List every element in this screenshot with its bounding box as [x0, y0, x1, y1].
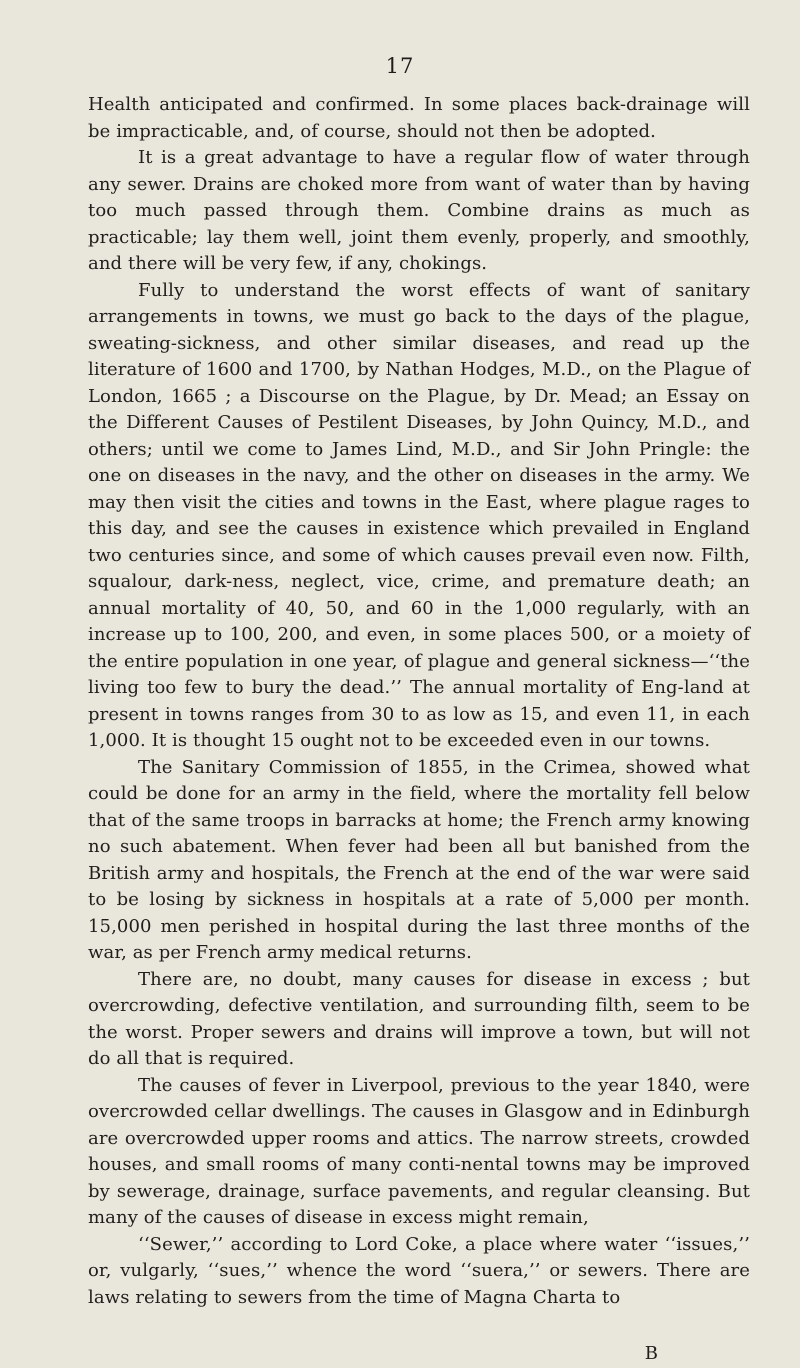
signature-mark: B — [644, 1343, 658, 1364]
paragraph-water-flow: It is a great advantage to have a regular flow of water through any sewer. Drains are choked more from want of water than by having too much passed through them. Combine drains as much as practicable; lay them well, joint them evenly, properly, and smoothly, and there will be very few, if any, chokings. — [88, 147, 750, 274]
paragraph-sanitary-commission: The Sanitary Commission of 1855, in the Crimea, showed what could be done for an army in the field, where the mortality fell below that of the same troops in barracks at home; the French army knowing no such abatement. When fever had been all but banished from the British army and hospitals, the French at the end of the war were said to be losing by sickness in hospitals at a rate of 5,000 per month. 15,000 men perished in hospital during the last three months of the war, as per French army medical returns. — [88, 756, 750, 963]
paragraph-continuation: Health anticipated and confirmed. In some places back-drainage will be impracticable, and, of course, should not then be adopted. — [88, 94, 750, 142]
page-number: 17 — [385, 54, 415, 78]
paragraph-plague-history: Fully to understand the worst effects of want of sanitary arrangements in towns, we must go back to the days of the plague, sweating-sickness, and other similar diseases, and read up the literature of 1600 and 1700, by Nathan Hodges, M.D., on the Plague of London, 1665 ; a Discourse on the Plague, by Dr. Mead; an Essay on the Different Causes of Pestilent Diseases, by John Quincy, M.D., and others; until we come to James Lind, M.D., and Sir John Pringle: the one on diseases in the navy, and the other on diseases in the army. We may then visit the cities and towns in the East, where plague rages to this day, and see the causes in existence which prevailed in England two centuries since, and some of which causes prevail even now. Filth, squalour, dark-ness, neglect, vice, crime, and premature death; an annual mortality of 40, 50, and 60 in the 1,000 regularly, with an increase up to 100, 200, and even, in some places 500, or a moiety of the entire population in one year, of plague and general sickness—‘‘the living too few to bury the dead.’’ The annual mortality of Eng-land at present in towns ranges from 30 to as low as 15, and even 11, in each 1,000. It is thought 15 ought not to be exceeded even in our towns. — [88, 279, 750, 751]
paragraph-fever-causes: The causes of fever in Liverpool, previous to the year 1840, were overcrowded cellar dwellings. The causes in Glasgow and in Edinburgh are overcrowded upper rooms and attics. The narrow streets, crowded houses, and small rooms of many conti-nental towns may be improved by sewerage, drainage, surface pavements, and regular cleansing. But many of the causes of disease in excess might remain, — [88, 1074, 750, 1228]
paragraph-causes-of-disease: There are, no doubt, many causes for disease in excess ; but overcrowding, defective ventilation, and surrounding filth, seem to be the worst. Proper sewers and drains will improve a town, but will not do all that is required. — [88, 968, 750, 1069]
paragraph-sewer-etymology: ‘‘Sewer,’’ according to Lord Coke, a place where water ‘‘issues,’’ or, vulgarly, ‘‘sues,’’ whence the word ‘‘suera,’’ or sewers. There are laws relating to sewers from the time of Magna Charta to — [88, 1233, 750, 1308]
